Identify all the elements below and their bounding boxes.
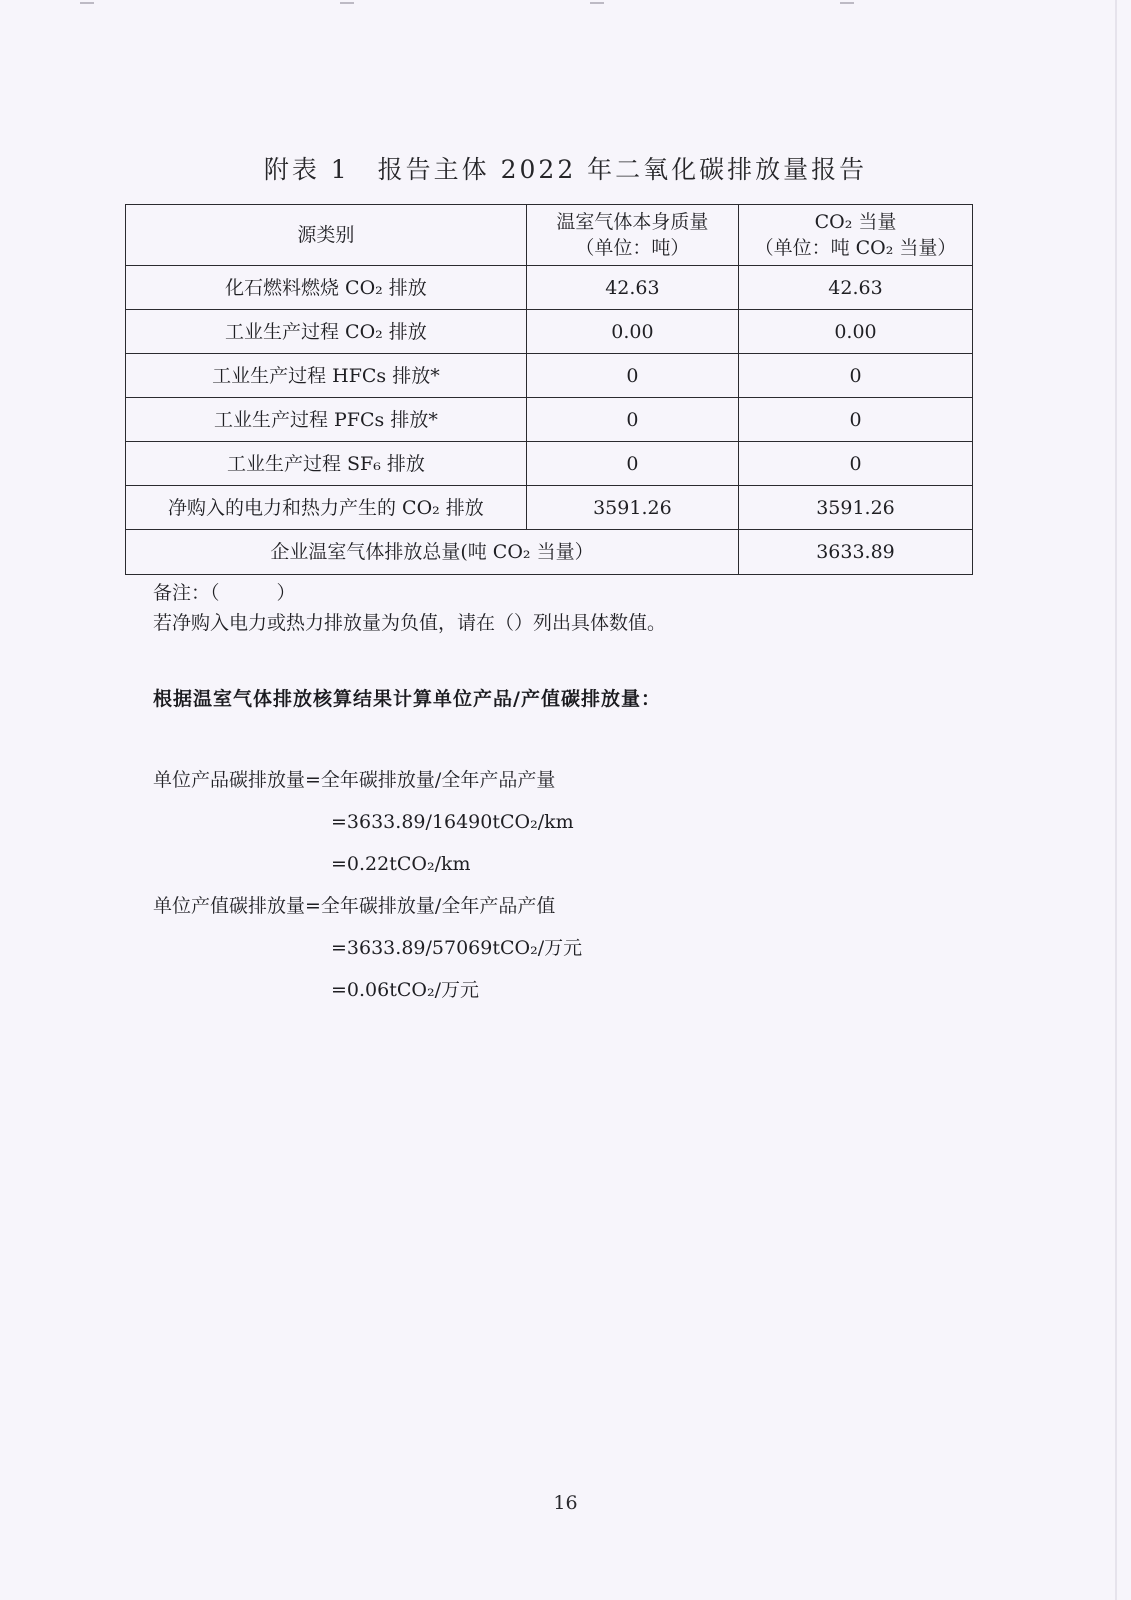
value-result: =0.06tCO₂/万元	[331, 979, 479, 1001]
product-step: =3633.89/16490tCO₂/km	[331, 811, 574, 833]
table-row	[126, 398, 973, 442]
scan-edge	[1115, 0, 1117, 1600]
section-heading: 根据温室气体排放核算结果计算单位产品/产值碳排放量：	[153, 688, 661, 710]
row-label: 工业生产过程 HFCs 排放*	[126, 354, 527, 398]
row-label: 工业生产过程 SF₆ 排放	[126, 442, 527, 486]
table-row	[126, 354, 973, 398]
header-source-category: 源类别	[126, 205, 527, 266]
row-co2eq: 0	[738, 398, 972, 442]
table-header-row	[126, 205, 973, 266]
scan-artifacts	[60, 0, 1071, 6]
row-mass: 0.00	[526, 310, 738, 354]
calculation-block	[153, 765, 582, 1017]
row-mass: 0	[526, 398, 738, 442]
note-line-2: 若净购入电力或热力排放量为负值，请在（）列出具体数值。	[153, 612, 667, 634]
row-co2eq: 0	[738, 354, 972, 398]
product-formula: 单位产品碳排放量=全年碳排放量/全年产品产量	[153, 769, 556, 791]
row-co2eq: 42.63	[738, 266, 972, 310]
header-gas-mass-line1: 温室气体本身质量	[556, 211, 709, 233]
row-mass: 0	[526, 442, 738, 486]
row-co2eq: 0	[738, 442, 972, 486]
note-line-1: 备注：（ ）	[153, 582, 296, 604]
table-total-row	[126, 530, 973, 575]
header-co2-eq-line2: （单位：吨 CO₂ 当量）	[754, 237, 957, 259]
header-co2-equivalent	[738, 205, 972, 266]
header-gas-mass	[526, 205, 738, 266]
row-label: 化石燃料燃烧 CO₂ 排放	[126, 266, 527, 310]
table-row	[126, 486, 973, 530]
row-label: 净购入的电力和热力产生的 CO₂ 排放	[126, 486, 527, 530]
table-row	[126, 442, 973, 486]
row-mass: 0	[526, 354, 738, 398]
table-row	[126, 310, 973, 354]
total-label: 企业温室气体排放总量(吨 CO₂ 当量）	[126, 530, 739, 575]
row-mass: 3591.26	[526, 486, 738, 530]
product-result: =0.22tCO₂/km	[331, 853, 471, 875]
header-co2-eq-line1: CO₂ 当量	[814, 211, 897, 233]
row-label: 工业生产过程 PFCs 排放*	[126, 398, 527, 442]
table-row	[126, 266, 973, 310]
header-gas-mass-line2: （单位：吨）	[575, 237, 690, 259]
table-notes	[153, 578, 666, 638]
page-number: 16	[553, 1492, 578, 1514]
row-mass: 42.63	[526, 266, 738, 310]
table-title: 附表 1 报告主体 2022 年二氧化碳排放量报告	[263, 155, 868, 184]
row-co2eq: 0.00	[738, 310, 972, 354]
row-co2eq: 3591.26	[738, 486, 972, 530]
row-label: 工业生产过程 CO₂ 排放	[126, 310, 527, 354]
value-step: =3633.89/57069tCO₂/万元	[331, 937, 583, 959]
value-formula: 单位产值碳排放量=全年碳排放量/全年产品产值	[153, 895, 556, 917]
emissions-report-table	[125, 204, 973, 575]
total-value: 3633.89	[738, 530, 972, 575]
